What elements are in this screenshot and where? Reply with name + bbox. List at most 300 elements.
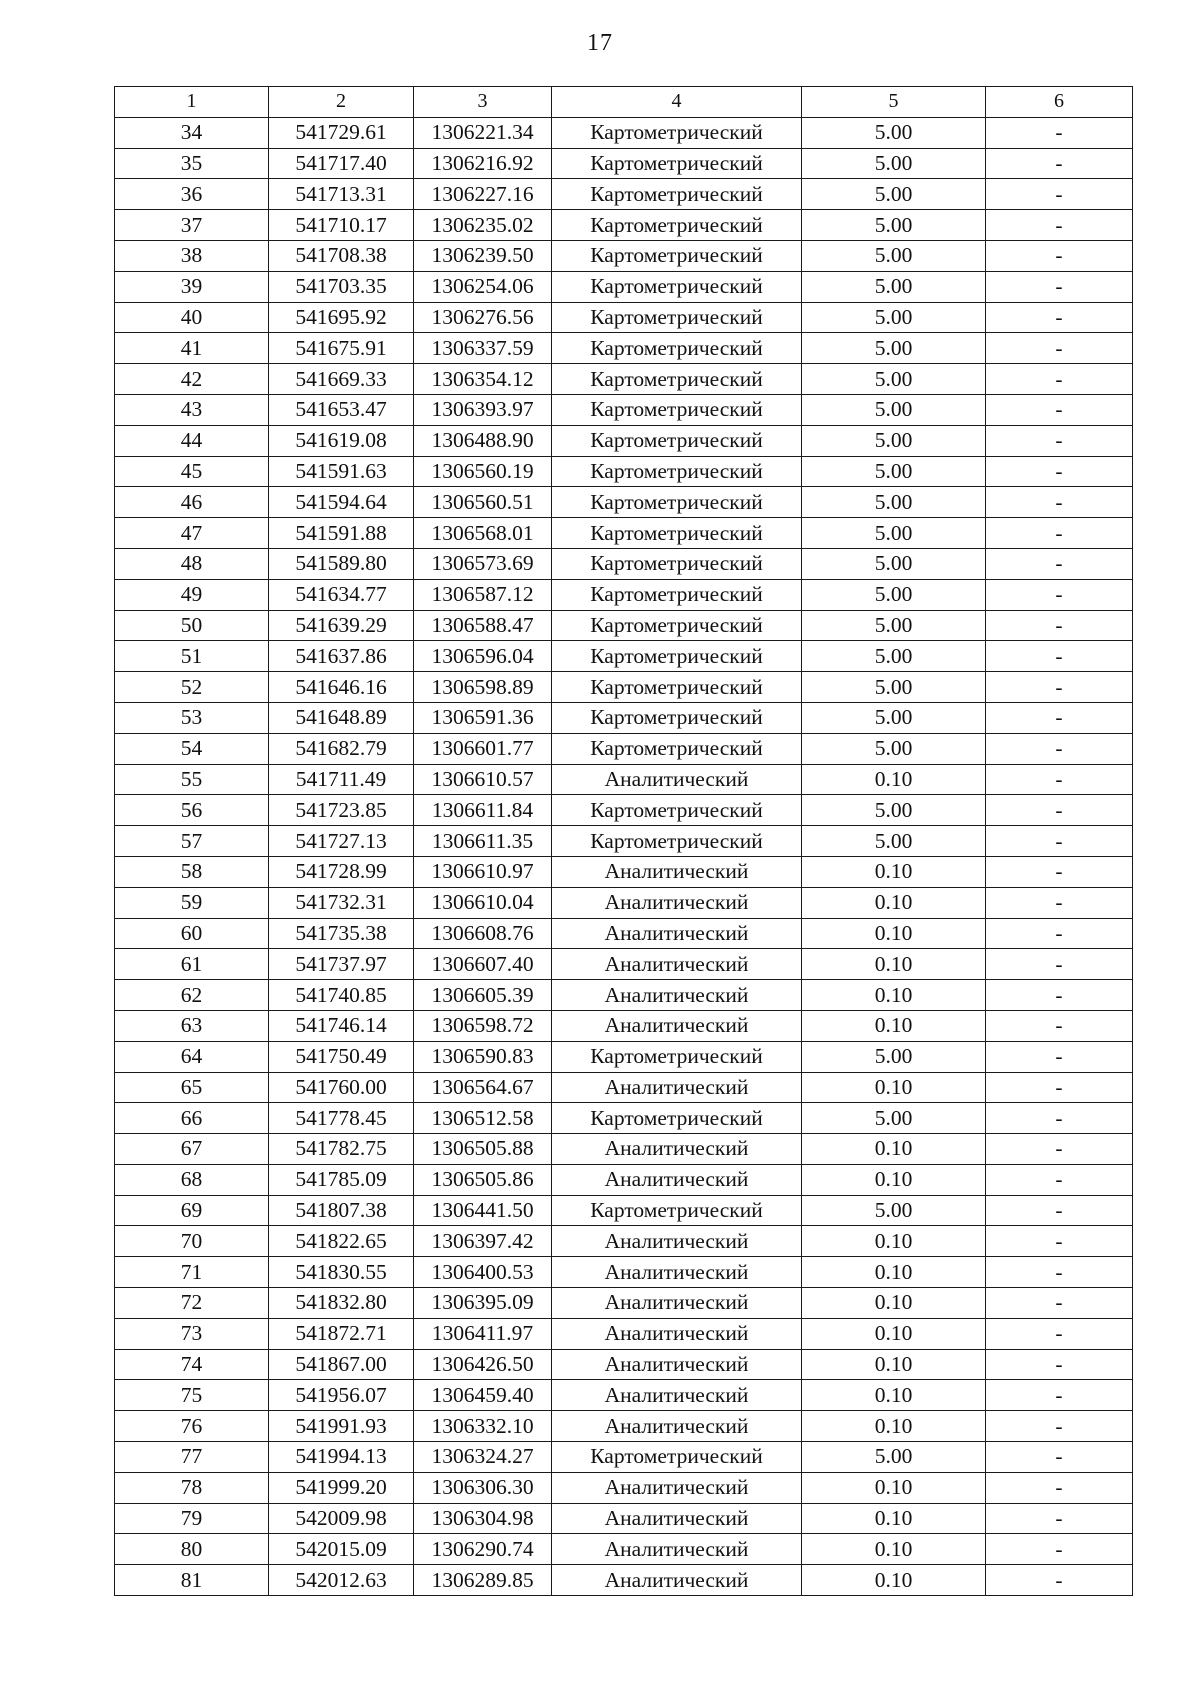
cell-point-number: 37: [115, 210, 269, 241]
cell-method: Аналитический: [552, 1411, 802, 1442]
cell-note: -: [986, 1380, 1133, 1411]
cell-accuracy: 0.10: [802, 1226, 986, 1257]
table-row: [115, 1257, 1133, 1288]
cell-coord-y: 1306441.50: [414, 1195, 552, 1226]
cell-coord-x: 541832.80: [269, 1288, 414, 1319]
cell-coord-y: 1306560.19: [414, 456, 552, 487]
cell-method: Аналитический: [552, 918, 802, 949]
cell-coord-y: 1306290.74: [414, 1534, 552, 1565]
cell-method: Картометрический: [552, 394, 802, 425]
table-row: [115, 302, 1133, 333]
cell-accuracy: 5.00: [802, 117, 986, 148]
cell-coord-y: 1306304.98: [414, 1503, 552, 1534]
cell-coord-x: 541991.93: [269, 1411, 414, 1442]
cell-coord-x: 541711.49: [269, 764, 414, 795]
cell-coord-x: 541728.99: [269, 856, 414, 887]
cell-accuracy: 5.00: [802, 240, 986, 271]
table-body: [115, 117, 1133, 1595]
cell-coord-y: 1306505.86: [414, 1164, 552, 1195]
cell-point-number: 76: [115, 1411, 269, 1442]
header-cell-6: 6: [986, 87, 1133, 118]
cell-accuracy: 0.10: [802, 1380, 986, 1411]
table-row: [115, 333, 1133, 364]
cell-coord-y: 1306564.67: [414, 1072, 552, 1103]
cell-accuracy: 5.00: [802, 148, 986, 179]
cell-method: Картометрический: [552, 548, 802, 579]
cell-point-number: 41: [115, 333, 269, 364]
cell-coord-x: 541634.77: [269, 579, 414, 610]
cell-coord-x: 541648.89: [269, 702, 414, 733]
cell-method: Аналитический: [552, 1010, 802, 1041]
table-row: [115, 117, 1133, 148]
cell-accuracy: 5.00: [802, 610, 986, 641]
cell-coord-x: 541740.85: [269, 980, 414, 1011]
cell-accuracy: 5.00: [802, 394, 986, 425]
cell-note: -: [986, 333, 1133, 364]
cell-coord-x: 541723.85: [269, 795, 414, 826]
table-row: [115, 1565, 1133, 1596]
cell-note: -: [986, 702, 1133, 733]
cell-point-number: 35: [115, 148, 269, 179]
cell-note: -: [986, 887, 1133, 918]
cell-method: Картометрический: [552, 1041, 802, 1072]
cell-coord-x: 541729.61: [269, 117, 414, 148]
cell-coord-y: 1306227.16: [414, 179, 552, 210]
cell-note: -: [986, 1565, 1133, 1596]
cell-method: Картометрический: [552, 733, 802, 764]
cell-point-number: 78: [115, 1472, 269, 1503]
cell-coord-x: 541675.91: [269, 333, 414, 364]
cell-note: -: [986, 117, 1133, 148]
cell-note: -: [986, 1503, 1133, 1534]
cell-accuracy: 5.00: [802, 672, 986, 703]
cell-note: -: [986, 548, 1133, 579]
cell-coord-x: 541785.09: [269, 1164, 414, 1195]
cell-point-number: 34: [115, 117, 269, 148]
cell-coord-x: 541594.64: [269, 487, 414, 518]
cell-coord-y: 1306324.27: [414, 1442, 552, 1473]
cell-coord-y: 1306590.83: [414, 1041, 552, 1072]
cell-accuracy: 5.00: [802, 1442, 986, 1473]
cell-accuracy: 0.10: [802, 980, 986, 1011]
cell-coord-x: 541589.80: [269, 548, 414, 579]
cell-coord-y: 1306426.50: [414, 1349, 552, 1380]
cell-accuracy: 0.10: [802, 764, 986, 795]
cell-point-number: 75: [115, 1380, 269, 1411]
cell-accuracy: 5.00: [802, 702, 986, 733]
table-row: [115, 980, 1133, 1011]
cell-coord-y: 1306488.90: [414, 425, 552, 456]
cell-method: Аналитический: [552, 1072, 802, 1103]
cell-accuracy: 5.00: [802, 1103, 986, 1134]
cell-coord-y: 1306598.89: [414, 672, 552, 703]
table-row: [115, 1195, 1133, 1226]
cell-point-number: 80: [115, 1534, 269, 1565]
cell-coord-x: 541619.08: [269, 425, 414, 456]
cell-method: Картометрический: [552, 271, 802, 302]
cell-note: -: [986, 1442, 1133, 1473]
cell-note: -: [986, 1134, 1133, 1165]
cell-note: -: [986, 733, 1133, 764]
table-row: [115, 1318, 1133, 1349]
cell-coord-y: 1306289.85: [414, 1565, 552, 1596]
cell-point-number: 61: [115, 949, 269, 980]
cell-coord-y: 1306560.51: [414, 487, 552, 518]
cell-note: -: [986, 179, 1133, 210]
table-row: [115, 1134, 1133, 1165]
cell-method: Картометрический: [552, 1195, 802, 1226]
cell-coord-x: 542012.63: [269, 1565, 414, 1596]
cell-note: -: [986, 1041, 1133, 1072]
cell-method: Аналитический: [552, 1472, 802, 1503]
cell-method: Аналитический: [552, 1534, 802, 1565]
cell-coord-x: 541737.97: [269, 949, 414, 980]
cell-coord-x: 541727.13: [269, 826, 414, 857]
cell-coord-y: 1306505.88: [414, 1134, 552, 1165]
cell-point-number: 69: [115, 1195, 269, 1226]
cell-note: -: [986, 394, 1133, 425]
cell-point-number: 40: [115, 302, 269, 333]
table-row: [115, 672, 1133, 703]
cell-accuracy: 0.10: [802, 918, 986, 949]
table-header-row: [115, 87, 1133, 118]
cell-method: Картометрический: [552, 364, 802, 395]
cell-method: Аналитический: [552, 1257, 802, 1288]
header-cell-1: 1: [115, 87, 269, 118]
table-row: [115, 1472, 1133, 1503]
table-row: [115, 1288, 1133, 1319]
cell-coord-y: 1306393.97: [414, 394, 552, 425]
cell-point-number: 50: [115, 610, 269, 641]
cell-point-number: 73: [115, 1318, 269, 1349]
cell-point-number: 54: [115, 733, 269, 764]
table-row: [115, 826, 1133, 857]
cell-accuracy: 0.10: [802, 949, 986, 980]
cell-point-number: 38: [115, 240, 269, 271]
cell-accuracy: 5.00: [802, 364, 986, 395]
cell-coord-x: 541637.86: [269, 641, 414, 672]
cell-note: -: [986, 1164, 1133, 1195]
cell-accuracy: 0.10: [802, 1288, 986, 1319]
cell-point-number: 48: [115, 548, 269, 579]
cell-note: -: [986, 1349, 1133, 1380]
cell-method: Картометрический: [552, 610, 802, 641]
cell-note: -: [986, 856, 1133, 887]
cell-coord-x: 541703.35: [269, 271, 414, 302]
cell-accuracy: 0.10: [802, 1072, 986, 1103]
cell-coord-y: 1306596.04: [414, 641, 552, 672]
cell-accuracy: 5.00: [802, 210, 986, 241]
cell-coord-y: 1306306.30: [414, 1472, 552, 1503]
cell-accuracy: 0.10: [802, 1565, 986, 1596]
table-row: [115, 179, 1133, 210]
cell-point-number: 36: [115, 179, 269, 210]
cell-method: Картометрический: [552, 179, 802, 210]
cell-method: Картометрический: [552, 117, 802, 148]
cell-coord-x: 541867.00: [269, 1349, 414, 1380]
cell-point-number: 62: [115, 980, 269, 1011]
cell-point-number: 59: [115, 887, 269, 918]
cell-accuracy: 5.00: [802, 271, 986, 302]
table-row: [115, 1380, 1133, 1411]
cell-coord-x: 541807.38: [269, 1195, 414, 1226]
cell-method: Аналитический: [552, 1134, 802, 1165]
table-row: [115, 641, 1133, 672]
cell-coord-y: 1306568.01: [414, 518, 552, 549]
cell-method: Аналитический: [552, 887, 802, 918]
cell-accuracy: 0.10: [802, 1411, 986, 1442]
table-row: [115, 764, 1133, 795]
cell-coord-x: 541994.13: [269, 1442, 414, 1473]
cell-coord-x: 541778.45: [269, 1103, 414, 1134]
cell-coord-x: 541956.07: [269, 1380, 414, 1411]
cell-point-number: 47: [115, 518, 269, 549]
table-row: [115, 1010, 1133, 1041]
cell-coord-x: 541999.20: [269, 1472, 414, 1503]
table-row: [115, 148, 1133, 179]
cell-note: -: [986, 949, 1133, 980]
cell-method: Картометрический: [552, 148, 802, 179]
cell-coord-x: 541708.38: [269, 240, 414, 271]
cell-accuracy: 5.00: [802, 518, 986, 549]
header-cell-5: 5: [802, 87, 986, 118]
cell-note: -: [986, 425, 1133, 456]
cell-accuracy: 0.10: [802, 1503, 986, 1534]
cell-point-number: 70: [115, 1226, 269, 1257]
cell-note: -: [986, 456, 1133, 487]
cell-method: Картометрический: [552, 302, 802, 333]
cell-note: -: [986, 1472, 1133, 1503]
cell-note: -: [986, 302, 1133, 333]
cell-point-number: 65: [115, 1072, 269, 1103]
table-row: [115, 1349, 1133, 1380]
cell-method: Картометрический: [552, 702, 802, 733]
header-cell-3: 3: [414, 87, 552, 118]
cell-accuracy: 5.00: [802, 456, 986, 487]
cell-accuracy: 0.10: [802, 1318, 986, 1349]
cell-point-number: 49: [115, 579, 269, 610]
cell-method: Картометрический: [552, 1103, 802, 1134]
cell-coord-x: 541591.88: [269, 518, 414, 549]
table-row: [115, 394, 1133, 425]
table-row: [115, 856, 1133, 887]
page-number: 17: [587, 30, 613, 56]
cell-note: -: [986, 1072, 1133, 1103]
table-row: [115, 579, 1133, 610]
cell-coord-x: 541746.14: [269, 1010, 414, 1041]
table-row: [115, 949, 1133, 980]
table-row: [115, 456, 1133, 487]
cell-point-number: 42: [115, 364, 269, 395]
cell-note: -: [986, 1318, 1133, 1349]
cell-note: -: [986, 271, 1133, 302]
cell-coord-x: 541822.65: [269, 1226, 414, 1257]
table-row: [115, 610, 1133, 641]
cell-method: Картометрический: [552, 641, 802, 672]
cell-point-number: 64: [115, 1041, 269, 1072]
cell-coord-x: 541872.71: [269, 1318, 414, 1349]
table-row: [115, 210, 1133, 241]
cell-accuracy: 5.00: [802, 1195, 986, 1226]
cell-method: Картометрический: [552, 795, 802, 826]
table-row: [115, 887, 1133, 918]
cell-coord-x: 541830.55: [269, 1257, 414, 1288]
cell-method: Аналитический: [552, 1380, 802, 1411]
cell-coord-y: 1306216.92: [414, 148, 552, 179]
cell-method: Аналитический: [552, 1565, 802, 1596]
cell-point-number: 79: [115, 1503, 269, 1534]
cell-accuracy: 5.00: [802, 179, 986, 210]
cell-accuracy: 5.00: [802, 487, 986, 518]
cell-accuracy: 5.00: [802, 1041, 986, 1072]
cell-note: -: [986, 641, 1133, 672]
cell-accuracy: 0.10: [802, 1534, 986, 1565]
cell-note: -: [986, 487, 1133, 518]
cell-point-number: 52: [115, 672, 269, 703]
cell-accuracy: 0.10: [802, 887, 986, 918]
cell-note: -: [986, 918, 1133, 949]
table-row: [115, 1411, 1133, 1442]
cell-method: Аналитический: [552, 1503, 802, 1534]
cell-point-number: 63: [115, 1010, 269, 1041]
cell-coord-y: 1306221.34: [414, 117, 552, 148]
table-row: [115, 425, 1133, 456]
cell-method: Картометрический: [552, 240, 802, 271]
cell-point-number: 67: [115, 1134, 269, 1165]
cell-method: Аналитический: [552, 764, 802, 795]
cell-accuracy: 5.00: [802, 333, 986, 364]
table-row: [115, 518, 1133, 549]
cell-point-number: 57: [115, 826, 269, 857]
cell-method: Аналитический: [552, 1349, 802, 1380]
cell-accuracy: 5.00: [802, 579, 986, 610]
header-cell-4: 4: [552, 87, 802, 118]
cell-note: -: [986, 610, 1133, 641]
cell-point-number: 71: [115, 1257, 269, 1288]
cell-method: Аналитический: [552, 980, 802, 1011]
cell-coord-y: 1306400.53: [414, 1257, 552, 1288]
cell-point-number: 60: [115, 918, 269, 949]
cell-method: Картометрический: [552, 826, 802, 857]
cell-coord-y: 1306608.76: [414, 918, 552, 949]
cell-point-number: 46: [115, 487, 269, 518]
cell-coord-y: 1306254.06: [414, 271, 552, 302]
table-row: [115, 1041, 1133, 1072]
cell-coord-y: 1306354.12: [414, 364, 552, 395]
cell-coord-y: 1306411.97: [414, 1318, 552, 1349]
cell-coord-x: 541682.79: [269, 733, 414, 764]
table-row: [115, 918, 1133, 949]
cell-point-number: 51: [115, 641, 269, 672]
cell-method: Аналитический: [552, 949, 802, 980]
cell-coord-y: 1306601.77: [414, 733, 552, 764]
cell-coord-y: 1306395.09: [414, 1288, 552, 1319]
cell-method: Картометрический: [552, 333, 802, 364]
table-row: [115, 1103, 1133, 1134]
cell-method: Картометрический: [552, 456, 802, 487]
cell-coord-y: 1306332.10: [414, 1411, 552, 1442]
cell-accuracy: 5.00: [802, 826, 986, 857]
cell-point-number: 55: [115, 764, 269, 795]
header-cell-2: 2: [269, 87, 414, 118]
cell-accuracy: 5.00: [802, 641, 986, 672]
cell-coord-x: 541750.49: [269, 1041, 414, 1072]
cell-coord-x: 541669.33: [269, 364, 414, 395]
table-row: [115, 1226, 1133, 1257]
cell-note: -: [986, 1534, 1133, 1565]
cell-method: Аналитический: [552, 856, 802, 887]
cell-accuracy: 0.10: [802, 1257, 986, 1288]
cell-point-number: 56: [115, 795, 269, 826]
cell-coord-y: 1306235.02: [414, 210, 552, 241]
table-row: [115, 271, 1133, 302]
cell-accuracy: 5.00: [802, 548, 986, 579]
table-row: [115, 1442, 1133, 1473]
cell-coord-x: 541695.92: [269, 302, 414, 333]
cell-coord-x: 542015.09: [269, 1534, 414, 1565]
cell-coord-x: 541591.63: [269, 456, 414, 487]
cell-method: Картометрический: [552, 1442, 802, 1473]
table-row: [115, 1072, 1133, 1103]
cell-point-number: 44: [115, 425, 269, 456]
cell-coord-y: 1306611.84: [414, 795, 552, 826]
cell-accuracy: 0.10: [802, 856, 986, 887]
cell-note: -: [986, 1103, 1133, 1134]
cell-method: Картометрический: [552, 425, 802, 456]
cell-point-number: 77: [115, 1442, 269, 1473]
table-row: [115, 702, 1133, 733]
coordinates-table: [114, 86, 1133, 1596]
cell-note: -: [986, 364, 1133, 395]
cell-accuracy: 5.00: [802, 425, 986, 456]
table-row: [115, 733, 1133, 764]
cell-method: Картометрический: [552, 518, 802, 549]
cell-method: Аналитический: [552, 1164, 802, 1195]
cell-point-number: 74: [115, 1349, 269, 1380]
table-row: [115, 240, 1133, 271]
cell-coord-y: 1306512.58: [414, 1103, 552, 1134]
table-row: [115, 1164, 1133, 1195]
table-row: [115, 364, 1133, 395]
cell-coord-y: 1306459.40: [414, 1380, 552, 1411]
cell-coord-y: 1306588.47: [414, 610, 552, 641]
cell-point-number: 39: [115, 271, 269, 302]
cell-coord-x: 541646.16: [269, 672, 414, 703]
cell-accuracy: 0.10: [802, 1164, 986, 1195]
cell-point-number: 66: [115, 1103, 269, 1134]
cell-note: -: [986, 1010, 1133, 1041]
cell-method: Картометрический: [552, 672, 802, 703]
cell-point-number: 72: [115, 1288, 269, 1319]
cell-method: Аналитический: [552, 1318, 802, 1349]
cell-note: -: [986, 1288, 1133, 1319]
cell-point-number: 43: [115, 394, 269, 425]
cell-coord-x: 541732.31: [269, 887, 414, 918]
cell-note: -: [986, 764, 1133, 795]
cell-accuracy: 0.10: [802, 1349, 986, 1380]
cell-note: -: [986, 980, 1133, 1011]
cell-accuracy: 5.00: [802, 302, 986, 333]
cell-coord-x: 541639.29: [269, 610, 414, 641]
table-row: [115, 1503, 1133, 1534]
cell-method: Картометрический: [552, 579, 802, 610]
cell-coord-y: 1306276.56: [414, 302, 552, 333]
table-row: [115, 487, 1133, 518]
cell-coord-y: 1306610.04: [414, 887, 552, 918]
cell-coord-x: 541717.40: [269, 148, 414, 179]
cell-accuracy: 0.10: [802, 1010, 986, 1041]
cell-point-number: 68: [115, 1164, 269, 1195]
